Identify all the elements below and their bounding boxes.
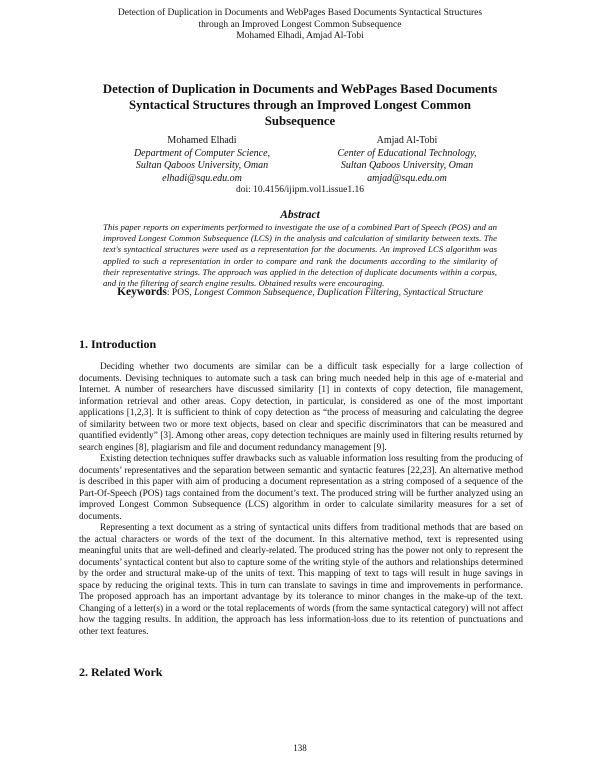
running-header bbox=[60, 8, 540, 43]
paper-title bbox=[70, 81, 530, 129]
author-institution: Sultan Qaboos University, Oman bbox=[135, 160, 269, 171]
author-department: Department of Computer Science, bbox=[133, 147, 271, 159]
title-line-1: Detection of Duplication in Documents and WebPages Based Documents bbox=[102, 82, 498, 96]
author-department: Center of Educational Technology, bbox=[337, 147, 477, 159]
running-header-line-2: through an Improved Longest Common Subsequence bbox=[198, 19, 402, 30]
page-number: 138 bbox=[293, 743, 307, 753]
author-institution: Sultan Qaboos University, Oman bbox=[340, 160, 474, 171]
doi[interactable]: doi: 10.4156/ijipm.vol1.issue1.16 bbox=[236, 185, 364, 195]
paragraph: Existing detection techniques suffer drawbacks such as valuable information loss resulting from the producing of documents’ representatives and the separation between semantic and syntactic features [22,23]. An alternative method is described in this paper with aim of producing a document representation as a string composed of a sequence of the Part-Of-Speech (POS) tags contained from the document’s text. The produced string will be further analyzed using an improved Longest Common Subsequence (LCS) algorithm in order to calculate similarity measures for a set of documents. bbox=[79, 454, 523, 522]
running-header-authors: Mohamed Elhadi, Amjad Al-Tobi bbox=[236, 31, 364, 41]
keywords bbox=[60, 286, 540, 299]
keywords-label: Keywords bbox=[117, 286, 167, 298]
paragraph: Deciding whether two documents are similar can be a difficult task especially for a large collection of documents. Devising techniques to automate such a task can bring much needed help in this age of e-material and Internet. A number of researchers have discussed similarity [1] in contexts of copy detection, file management, information retrieval and other areas. Copy detection, in particular, is considered as one of the most important applications [1,2,3]. It is sufficient to think of copy detection as “the process of measuring and calculating the degree of similarity between two or more text objects, based on clear and specific discriminators that can be measured and quantified evidently” [3]. Among other areas, copy detection techniques are mainly used in filtering results returned by search engines [8], plagiarism and file and document redundancy management [9]. bbox=[79, 362, 523, 453]
section-heading-introduction: 1. Introduction bbox=[79, 337, 157, 351]
paragraph: Representing a text document as a string of syntactical units differs from traditional methods that are based on the actual characters or words of the text of the document. In this alternative method, text is represented using meaningful units that are well-defined and clearly-related. The produced string has the power not only to represent the documents’ syntactical content but also to capture some of the writing style of the authors and relationships determined by the order and structural make-up of the units of text. This mapping of text to tags will result in huge savings in space by reducing the original texts. This in turn can translate to savings in time and improvements in performance. The proposed approach has an important advantage by its tolerance to minor changes in the make-up of the text. Changing of a letter(s) in a word or the total replacements of words (from the same syntactical category) will not affect how the tagging results. In addition, the approach has less information-loss due to its retention of punctuations and other text features. bbox=[79, 523, 523, 637]
author-block-2 bbox=[282, 135, 532, 185]
author-name: Mohamed Elhadi bbox=[167, 135, 237, 146]
keywords-terms: Longest Common Subsequence, Duplication Filtering, Syntactical Structure bbox=[194, 288, 483, 298]
abstract-heading: Abstract bbox=[280, 209, 320, 221]
running-header-line-1: Detection of Duplication in Documents and WebPages Based Documents Syntactical Structures bbox=[117, 8, 483, 18]
title-line-3: Subsequence bbox=[264, 114, 336, 128]
section-heading-related-work: 2. Related Work bbox=[79, 665, 163, 679]
title-line-2: Syntactical Structures through an Improved Longest Common bbox=[129, 98, 471, 112]
introduction-body bbox=[79, 362, 523, 638]
keywords-pos: : POS, bbox=[166, 288, 192, 298]
author-email[interactable]: elhadi@squ.edu.om bbox=[162, 172, 242, 184]
author-name: Amjad Al-Tobi bbox=[376, 135, 438, 146]
abstract-text: This paper reports on experiments performed to investigate the use of a combined Part of Speech (POS) and an improved Longest Common Subsequence (LCS) in the analysis and calculation of similarity between texts. The text's syntactical structures were used as a representation for the documents. An improved LCS algorithm was applied to such a representation in order to compare and rank the documents according to the similarity of their representative strings. The approach was applied in the detection of duplicate documents within a corpus, and in the filtering of search engine results. Obtained results were encouraging. bbox=[103, 222, 497, 289]
author-email[interactable]: amjad@squ.edu.om bbox=[367, 172, 447, 184]
